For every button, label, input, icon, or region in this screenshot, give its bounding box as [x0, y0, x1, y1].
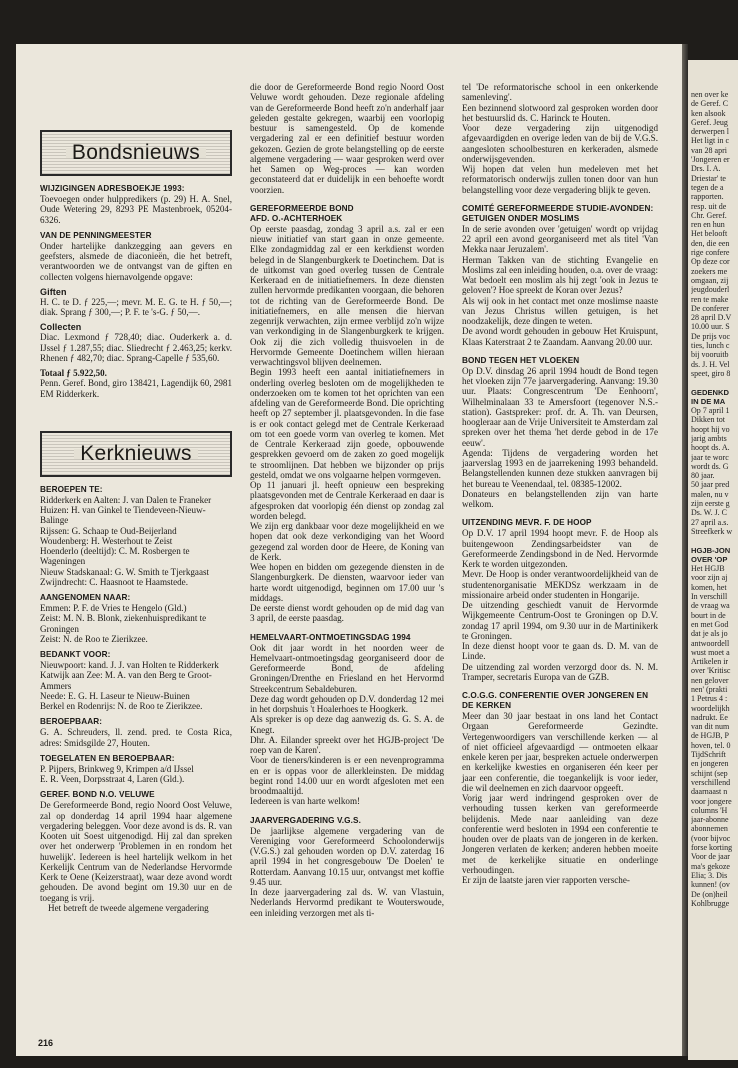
paragraph: Op D.V. 17 april 1994 hoopt mevr. F. de Hoop als buitengewoon Zendingsarbeidster van de Gereformeerde Zendingsbond in de Ned. Hervormde Kerk te worden uitgezonden. [462, 528, 658, 569]
list-item: Huizen: H. van Ginkel te Tiendeveen-Nieuw-Balinge [40, 505, 206, 526]
facing-page-line: Op deze cor [691, 257, 730, 267]
facing-page-line: In verschill [691, 592, 728, 602]
paragraph: Vorig jaar werd indringend gesproken over de verhouding tussen kerken van gereformeerde belijdenis. Mede naar aanleiding van deze conferentie werd besloten in 1994 een conferentie te houden over de plaats van de jongeren in de kerken. Jongeren verlaten de kerken; anderen hebben moeite met de kerkelijke situatie en onderlinge verhoudingen. [462, 793, 658, 875]
facing-page-line: nen' (prakti [691, 685, 728, 694]
section-heading: AFD. O.-ACHTERHOEK [250, 213, 343, 223]
facing-page-line: over 'Kritisc [691, 666, 731, 676]
facing-page-line: De prijs voc [691, 331, 731, 341]
list-item: Zwijndrecht: C. Haasnoot te Haamstede. [40, 576, 188, 587]
list-item: E. R. Veen, Dorpsstraat 4, Laren (Gld.). [40, 774, 185, 784]
facing-page-line: Artikelen ir [691, 657, 729, 667]
facing-page-line: tegen de a [691, 182, 724, 192]
facing-page-line: en jongeren [691, 759, 729, 769]
facing-page-line: ren te make [691, 294, 729, 304]
facing-page-line: Driestar' te [691, 173, 726, 183]
facing-page-line: komen, het [691, 582, 727, 592]
facing-page-line: Streefkerk w [691, 526, 733, 536]
facing-page-line: rapporten. [691, 192, 724, 202]
facing-page-line: jeugdouderl [691, 285, 730, 295]
section-heading: AANGENOMEN NAAR: [40, 593, 131, 602]
facing-page-line: antwoordell [691, 638, 730, 648]
facing-page-line: den, die een [691, 238, 730, 248]
paragraph: De Gereformeerde Bond, regio Noord Oost Veluwe, zal op donderdag 14 april 1994 haar algemene vergadering beleggen. Voor deze avond is ds. R. van Kooten uit Soest uitgenodigd. Hij zal dan spreken over het onderwerp 'Problemen in en rondom het huwelijk'. Iedereen is heel hartelijk welkom in het Kerkelijk Centrum van de Nederlandse Hervormde Kerk te Oene (Keizerstraat), waar deze avond wordt gehouden. De avond begint om 19.30 uur en de toegang is vrij. [40, 800, 232, 903]
section-heading: JAARVERGADERING V.G.S. [250, 815, 361, 825]
paragraph: H. C. te D. ƒ 225,—; mevr. M. E. G. te H. ƒ 50,—; diak. Sprang ƒ 300,—; P. F. te 's-G. ƒ 50,—. [40, 296, 232, 317]
paragraph: Herman Takken van de stichting Evangelie en Moslims zal een inleiding houden, o.a. over de vraag: Wat bedoelt een moslim als hij zegt 'ook in Jezus te geloven'? Hoe spreekt de Koran over Jezus? [462, 254, 658, 296]
facing-page-line: jaar te worc [691, 452, 729, 462]
paragraph: De uitzending geschiedt vanuit de Hervormde Wijkgemeente Centrum-Oost te Groningen op D.V. zondag 17 april 1994, om 9.30 uur in de Martinikerk te Groningen. [462, 600, 658, 641]
facing-page-line: Het belooft [691, 229, 728, 239]
facing-page-line: jaar-abonne [691, 815, 729, 825]
paragraph: Diac. Lexmond ƒ 728,40; diac. Ouderkerk a. d. IJssel ƒ 1.287,55; diac. Sliedrecht ƒ 2.463,25; kerkv. Rhenen ƒ 482,70; diac. Sprang-Capelle ƒ 535,60. [40, 332, 232, 363]
paragraph: Ook dit jaar wordt in het noorden weer de Hemelvaart-ontmoetingsdag georganiseerd door de Gereformeerde Bond, de afdeling Groningen/Drenthe en Friesland en het Hervormd Streekcentrum Sebaldeburen. [250, 642, 444, 694]
facing-page-line: bij vooruitb [691, 350, 729, 360]
facing-page-line: zoekers me [691, 266, 728, 276]
paragraph: Toevoegen onder hulppredikers (p. 29) H. A. Snel, Oude Wetering 29, 8293 PE Mastenbroek, 05204-6326. [40, 194, 232, 225]
facing-page-line: 1 Petrus 4 : [691, 694, 728, 704]
facing-page-line: derwerpen l [691, 127, 729, 137]
section-heading: GEREFORMEERDE BOND [250, 203, 354, 213]
paragraph: Als wij ook in het contact met onze moslimse naaste van Jezus Christus willen getuigen, is het noodzakelijk, deze dingen te weten. [462, 295, 658, 326]
facing-page-line: van dit num [691, 722, 730, 732]
kerknieuws-banner [40, 431, 232, 477]
subheading-collecten: Collecten [40, 322, 82, 333]
facing-page-line: Voor de jaar [691, 852, 730, 862]
facing-page-line: nadrukt. Ee [691, 712, 728, 722]
facing-page-line: ken alsook [691, 108, 726, 118]
paragraph: In deze jaarvergadering zal ds. W. van Vlastuin, Nederlands Hervormd predikant te Wouterswoude, een inleiding verzorgen met als ti- [250, 887, 444, 918]
facing-page-line: wordt ds. G [691, 461, 729, 471]
facing-page-line: GEDENKD [691, 387, 729, 397]
paragraph: We zijn erg dankbaar voor deze mogelijkheid en we hopen dat ook deze verkondiging van het Woord gezegend zal worden door de Heere, de Koning van de Kerk. [250, 521, 444, 562]
facing-page-line: en met God [691, 619, 729, 629]
facing-page-line: de HGJB, P [691, 731, 730, 741]
paragraph: Mevr. De Hoop is onder verantwoordelijkheid van de studentenorganisatie MEKDSz werkzaam in de missionaire arbeid onder studenten in Hongarije. [462, 569, 658, 600]
facing-page-line: columns 'H [691, 805, 728, 815]
paragraph: Begin 1993 heeft een aantal initiatiefnemers in onderling overleg besloten om de mogelijkheden te onderzoeken om te komen tot het oprichten van een afdeling van de Gereformeerde Bond. Die oprichting heeft op 27 september jl. plaatsgevonden. In die fase is er ook contact gelegd met de Centrale Kerkeraad om tot een goede vorm van overleg te komen. Met de Centrale Kerkeraad zijn goede, opbouwende gesprekken gevoerd om de zaken zo goed mogelijk te stroomlijnen. Dat hebben we bijzonder op prijs gesteld, omdat we ons volgaarne helpen vormgeven. [250, 367, 444, 480]
paragraph: Op eerste paasdag, zondag 3 april a.s. zal er een nieuw initiatief van start gaan in onze gemeente. Elke zondagmiddag zal er een kerkdienst worden belegd in de Slangenburgkerk te Doetinchem. Dat is de uitkomst van goed overleg tussen de Centrale Kerkeraad en de initiatiefnemers. In deze diensten zullen hervormde predikanten voorgaan, die behoren tot de richting van de Gereformeerde Bond. De initiatiefnemers, en alle mensen die hiervan zegenrijk verwachten, zijn ermee verblijd zo'n wijze van verkondiging in de Slangenburgkerk te krijgen. Ook zij die zich volledig thuisvoelen in de Hervormde Gemeente Doetinchem willen hieraan verwachtingsvol blijven deelnemen. [250, 223, 444, 367]
facing-page-line: Geref. Jeug [691, 117, 728, 127]
paragraph: Wee hopen en bidden om gezegende diensten in de Slangenburgkerk. De diensten, waarvoor ieder van harte wordt uitgenodigd, beginnen om 17.00 uur 's middags. [250, 562, 444, 603]
paragraph: In deze dienst hoopt voor te gaan ds. D. M. van de Linde. [462, 641, 658, 662]
paragraph: die door de Gereformeerde Bond regio Noord Oost Veluwe wordt gehouden. Deze regionale afdeling van de Gereformeerde Bond heeft zo'n anderhalf jaar geleden gestalte gekregen, waarbij een voorlopig bestuur is samengesteld. Op de komende vergadering zal er een definitief bestuur worden gekozen. Gezien de grote belangstelling op de eerste algemene vergadering — waar gesproken werd over het Samen op Weg-proces — kan worden geconstateerd dat er duidelijk in een behoefte wordt voorzien. [250, 82, 444, 195]
facing-page-line: Op 7 april 1 [691, 406, 730, 416]
list-item: Neede: E. G. H. Laseur te Nieuw-Buinen [40, 690, 190, 701]
facing-page-line: wust moet a [691, 647, 730, 657]
totaal-line: Totaal ƒ 5.922,50. [40, 368, 107, 378]
paragraph: Wij hopen dat velen hun medeleven met het reformatorisch onderwijs zullen tonen door van hun belangstelling voor deze vergadering blijk te geven. [462, 164, 658, 195]
paragraph: Iedereen is van harte welkom! [250, 796, 361, 807]
facing-page-line: de vraag wa [691, 601, 730, 611]
paragraph: Agenda: Tijdens de vergadering worden het jaarverslag 1993 en de jaarrekening 1993 behandeld. Belangstellenden kunnen deze stukken aanvragen bij het bureau te Veenendaal, tel. 08385-12002. [462, 447, 658, 489]
facing-page-line: nen over ke [691, 90, 729, 99]
paragraph: Penn. Geref. Bond, giro 138421, Lagendijk 60, 2981 EM Ridderkerk. [40, 378, 232, 399]
list-item: Ridderkerk en Aalten: J. van Dalen te Franeker [40, 494, 212, 505]
facing-page-line: nen gelover [691, 675, 729, 685]
paragraph: Donateurs en belangstellenden zijn van harte welkom. [462, 488, 658, 509]
list-item: Nieuwpoort: kand. J. J. van Holten te Ridderkerk [40, 660, 219, 670]
facing-page-line: TijdSchrift [691, 750, 726, 760]
facing-page-line: HGJB-JON [691, 545, 731, 555]
bondsnieuws-title: Bondsnieuws [66, 148, 206, 158]
facing-page-line: bourt in de [691, 610, 726, 620]
facing-page-line: omgaan, zij [691, 275, 729, 285]
section-heading: HEMELVAART-ONTMOETINGSDAG 1994 [250, 632, 411, 642]
facing-page-line: van 28 apri [691, 145, 727, 155]
facing-page-line: Drs. I. A. [691, 164, 721, 174]
facing-page-line: Kohlbrugge [691, 898, 730, 908]
paragraph: G. A. Schreuders, ll. zend. pred. te Costa Rica, adres: Smidsgilde 27, Houten. [40, 727, 232, 748]
section-heading: BEDANKT VOOR: [40, 650, 111, 659]
facing-page-line: malen, nu v [691, 489, 729, 499]
list-item: Zeist: N. de Roo te Zierikzee. [40, 633, 148, 644]
column-2 [250, 82, 444, 918]
paragraph: Als spreker is op deze dag aanwezig ds. G. S. A. de Knegt. [250, 714, 444, 735]
facing-page-line: 27 april a.s. [691, 517, 729, 527]
facing-page-line: rige confere [691, 248, 730, 258]
list-item: Woudenberg: H. Westerhout te Zeist [40, 535, 173, 546]
facing-page-text [691, 90, 738, 908]
paragraph: Deze dag wordt gehouden op D.V. donderdag 12 mei in het dorpshuis 't Hoalerhoes te Hoogkerk. [250, 693, 444, 714]
paragraph: Voor deze vergadering zijn uitgenodigd afgevaardigden en overige leden van de bij de V.G.S. aangesloten schoolbesturen en kerkeraden, alsmede onderwijsgevenden. [462, 123, 658, 164]
section-heading: UITZENDING MEVR. F. DE HOOP [462, 518, 592, 528]
facing-page-line: Elia; 3. Dis [691, 870, 728, 880]
paragraph: Meer dan 30 jaar bestaat in ons land het Contact Orgaan Gereformeerde Gezindte. Vertegenwoordigers van verschillende kerken — al of niet officieel afgevaardigd — ontmoeten elkaar enkele keren per jaar, bespreken actuele onderwerpen en kerkelijke kwesties en organiseren één keer per jaar een conferentie, die toegankelijk is voor ieder, die wil deelnemen en zich daarvoor opgeeft. [462, 711, 658, 793]
facing-page-line: abonnemen [691, 824, 728, 834]
paragraph: De jaarlijkse algemene vergadering van de Vereniging voor Gereformeerd Schoolonderwijs (V.G.S.) zal gehouden worden op D.V. zaterdag 16 april 1994 in het congresgebouw 'De Doelen' te Rotterdam. Aanvang 10.15 uur, ontvangst met koffie 9.45 uur. [250, 825, 444, 887]
facing-page-line: 50 jaar pred [691, 480, 730, 490]
page-number: 216 [38, 1038, 54, 1048]
facing-page-line: ma's gekoze [691, 861, 730, 871]
section-heading: BOND TEGEN HET VLOEKEN [462, 355, 580, 365]
section-heading: TOEGELATEN EN BEROEPBAAR: [40, 753, 175, 763]
facing-page-line: Dikken tot [691, 415, 725, 425]
facing-page-line: ren en hun [691, 220, 725, 230]
paragraph: Op D.V. dinsdag 26 april 1994 houdt de Bond tegen het vloeken zijn 77e jaarvergadering. Aanvang: 19.30 uur. Plaats: Congrescentrum 'De Eenhoorn', Wilhelminalaan 33 te Amersfoort (tegenover N.S.-station). Gastspreker: prof. dr. A. Th. van Deursen, hoogleraar aan de Vrije Universiteit te Amsterdam zal spreken over het thema 'het derde gebod in de 17e eeuw'. [462, 365, 658, 448]
column-3 [462, 82, 658, 885]
list-item: Nieuw Stadskanaal: G. W. Smith te Tjerkgaast [40, 566, 210, 577]
paragraph: De avond wordt gehouden in gebouw Het Kruispunt, Klaas Katerstraat 2 te Zaandam. Aanvang 20.00 uur. [462, 326, 658, 347]
facing-page-line: Het HGJB [691, 564, 725, 574]
facing-page-line: hoopt ds. A. [691, 443, 730, 453]
facing-page-line: 28 april D.V [691, 313, 732, 323]
facing-page-line: speet, giro 8 [691, 368, 731, 378]
paragraph: De uitzending zal worden verzorgd door ds. N. M. Tramper, secretaris Europa van de GZB. [462, 661, 658, 682]
facing-page-line: verschillend [691, 777, 731, 787]
list-item: Hoenderlo (deeltijd): C. M. Rosbergen te Wageningen [40, 546, 190, 567]
list-item: P. Pijpers, Brinkweg 9, Krimpen a/d IJssel [40, 763, 194, 774]
paragraph: Op 11 januari jl. heeft opnieuw een bespreking plaatsgevonden met de Centrale Kerkeraad en daar is afgesproken dat voorlopig één dienst op zondag zal worden belegd. [250, 480, 444, 521]
facing-page-line [691, 378, 738, 387]
paragraph: De eerste dienst wordt gehouden op de mid dag van 3 april, de eerste paasdag. [250, 603, 444, 624]
facing-page-line: forse korting [691, 843, 733, 853]
facing-page-line: daarnaast n [691, 787, 728, 797]
kerknieuws-title: Kerknieuws [74, 449, 198, 459]
section-heading: COMITÉ GEREFORMEERDE STUDIE-AVONDEN: GETUIGEN ONDER MOSLIMS [462, 203, 654, 223]
facing-page-line: voor zijn aj [691, 573, 728, 583]
facing-page-line: ties, lunch c [691, 341, 730, 351]
facing-page-line: dat je als jo [691, 629, 728, 639]
facing-page-line: 80 jaar. [691, 471, 715, 481]
paragraph: Een bezinnend slotwoord zal gesproken worden door het bestuurslid ds. C. Harinck te Houten. [462, 102, 658, 123]
list-item: Zeist: M. N. B. Blonk, ziekenhuispredikant te Groningen [40, 613, 207, 634]
list-item: Berkel en Rodenrijs: N. de Roo te Zierikzee. [40, 701, 203, 711]
facing-page-line: 10.00 uur. S [691, 322, 730, 332]
paragraph: tel 'De reformatorische school in een onkerkende samenleving'. [462, 82, 658, 103]
facing-page-line: de Geref. C [691, 99, 729, 109]
facing-page-line: OVER 'OP [691, 554, 728, 564]
paragraph: Onder hartelijke dankzegging aan gevers en geefsters, alsmede de diaconieën, die het betreft, verantwoorden we de ontvangst van de giften en collecten volgens hiernavolgende opgave: [40, 240, 232, 282]
paragraph: In de serie avonden over 'getuigen' wordt op vrijdag 22 april een avond georganiseerd met als titel 'Van Mekka naar Jeruzalem'. [462, 223, 658, 255]
bondsnieuws-banner [40, 130, 232, 176]
list-item: Katwijk aan Zee: M. A. van den Berg te Groot-Ammers [40, 670, 212, 691]
facing-page-line [691, 536, 738, 545]
paragraph: Het betreft de tweede algemene vergadering [48, 902, 209, 913]
magazine-page [16, 44, 682, 1056]
paragraph: Dhr. A. Eilander spreekt over het HGJB-project 'De roep van de Karen'. [250, 734, 444, 755]
column-1 [40, 82, 232, 913]
list-item: Emmen: P. F. de Vries te Hengelo (Gld.) [40, 603, 187, 613]
facing-page-line: IN DE MA [691, 396, 726, 406]
section-heading: BEROEPEN TE: [40, 484, 103, 494]
section-heading: WIJZIGINGEN ADRESBOEKJE 1993: [40, 184, 185, 193]
section-heading: BEROEPBAAR: [40, 717, 103, 727]
facing-page-line: resp. uit de [691, 201, 727, 211]
facing-page-line: De (on)heil [691, 889, 728, 899]
facing-page-line: ds. J. H. Vel [691, 359, 730, 369]
section-heading: GEREF. BOND N.O. VELUWE [40, 790, 155, 800]
facing-page-line: woordelijkh [691, 703, 730, 713]
facing-page-line: hoopt hij vo [691, 424, 730, 434]
facing-page-line: Het ligt in c [691, 136, 729, 146]
facing-page-line: De conferer [691, 303, 729, 313]
section-heading: VAN DE PENNINGMEESTER [40, 230, 152, 240]
facing-page-line: hoven, tel. 0 [691, 740, 731, 750]
paragraph: Er zijn de laatste jaren vier rapporten versche- [462, 875, 630, 885]
section-heading: C.O.G.G. CONFERENTIE OVER JONGEREN EN DE KERKEN [462, 691, 649, 710]
facing-page-line: 'Jongeren er [691, 155, 730, 165]
facing-page-line: schijnt (sep [691, 768, 728, 778]
facing-page-fragment [688, 60, 738, 1060]
list-item: Rijssen: G. Schaap te Oud-Beijerland [40, 525, 177, 536]
facing-page-line: zijn eerste g [691, 499, 730, 509]
facing-page-line: Ds. W. J. C [691, 508, 728, 518]
facing-page-line: jarig ambts [691, 433, 727, 443]
facing-page-line: kunnen! (ov [691, 880, 730, 890]
facing-page-line: Chr. Geref. [691, 210, 727, 220]
facing-page-line: (voor bijvoc [691, 833, 731, 843]
paragraph: Voor de tieners/kinderen is er een nevenprogramma en er is oppas voor de allerkleinsten. De middag begint rond 14.00 uur en wordt afgesloten met een broodmaaltijd. [250, 755, 444, 796]
subheading-giften: Giften [40, 286, 67, 297]
facing-page-line: voor jongere [691, 796, 732, 806]
